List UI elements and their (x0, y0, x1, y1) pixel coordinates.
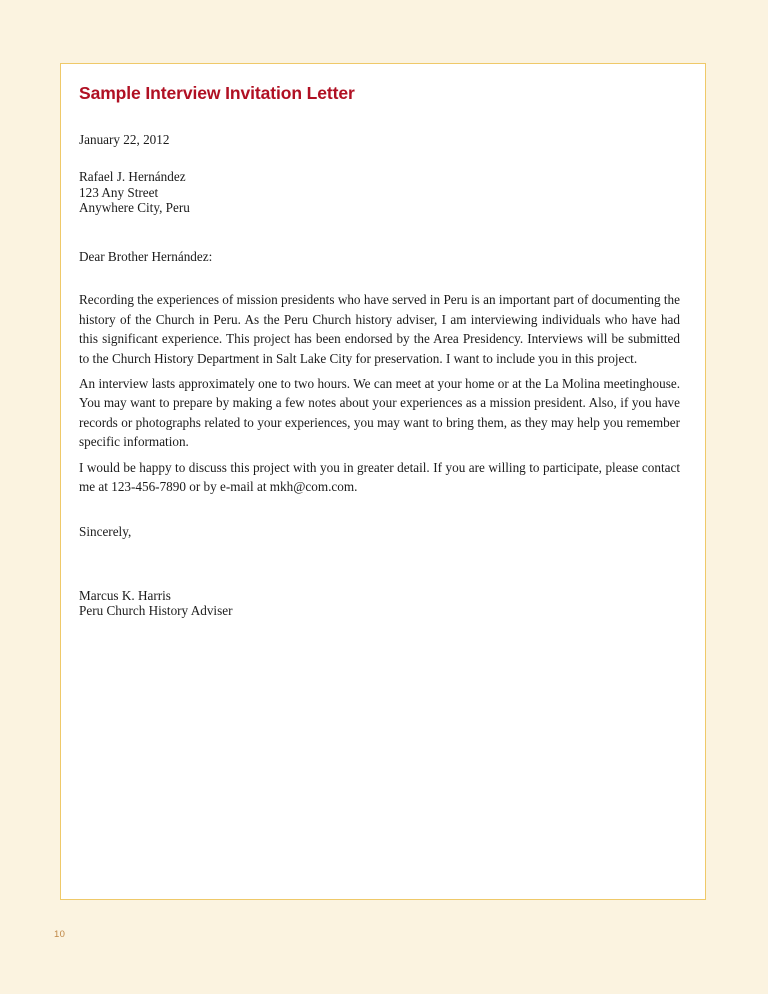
letter-paragraph: Recording the experiences of mission presidents who have served in Peru is an important part of documenting the history of the Church in Peru. As the Peru Church history adviser, I am interviewing individuals who have had this significant experience. This project has been endorsed by the Area Presidency. Interviews will be submitted to the Church History Department in Salt Lake City for preservation. I want to include you in this project. (79, 292, 680, 366)
recipient-address-block (79, 169, 680, 215)
signature-block (79, 588, 680, 619)
letter-paragraph: I would be happy to discuss this project with you in greater detail. If you are willing to participate, please contact me at 123-456-7890 or by e-mail at mkh@com.com. (79, 459, 680, 495)
page-title: Sample Interview Invitation Letter (79, 83, 355, 103)
letter-salutation: Dear Brother Hernández: (79, 249, 213, 265)
letter-content (79, 84, 680, 618)
letter-frame (60, 63, 706, 900)
page-number: 10 (54, 929, 66, 940)
recipient-street: 123 Any Street (79, 184, 159, 200)
recipient-name: Rafael J. Hernández (79, 169, 186, 185)
letter-closing: Sincerely, (79, 524, 132, 540)
letter-date: January 22, 2012 (79, 132, 170, 148)
recipient-city-country: Anywhere City, Peru (79, 199, 190, 215)
sender-name: Marcus K. Harris (79, 587, 171, 603)
letter-paragraph: An interview lasts approximately one to two hours. We can meet at your home or at the La Molina meetinghouse. You may want to prepare by making a few notes about your experiences as a mission president. Also, if you have records or photographs related to your experiences, you may want to bring them, as they may help you remember specific information. (79, 376, 680, 450)
sender-title: Peru Church History Adviser (79, 602, 233, 618)
